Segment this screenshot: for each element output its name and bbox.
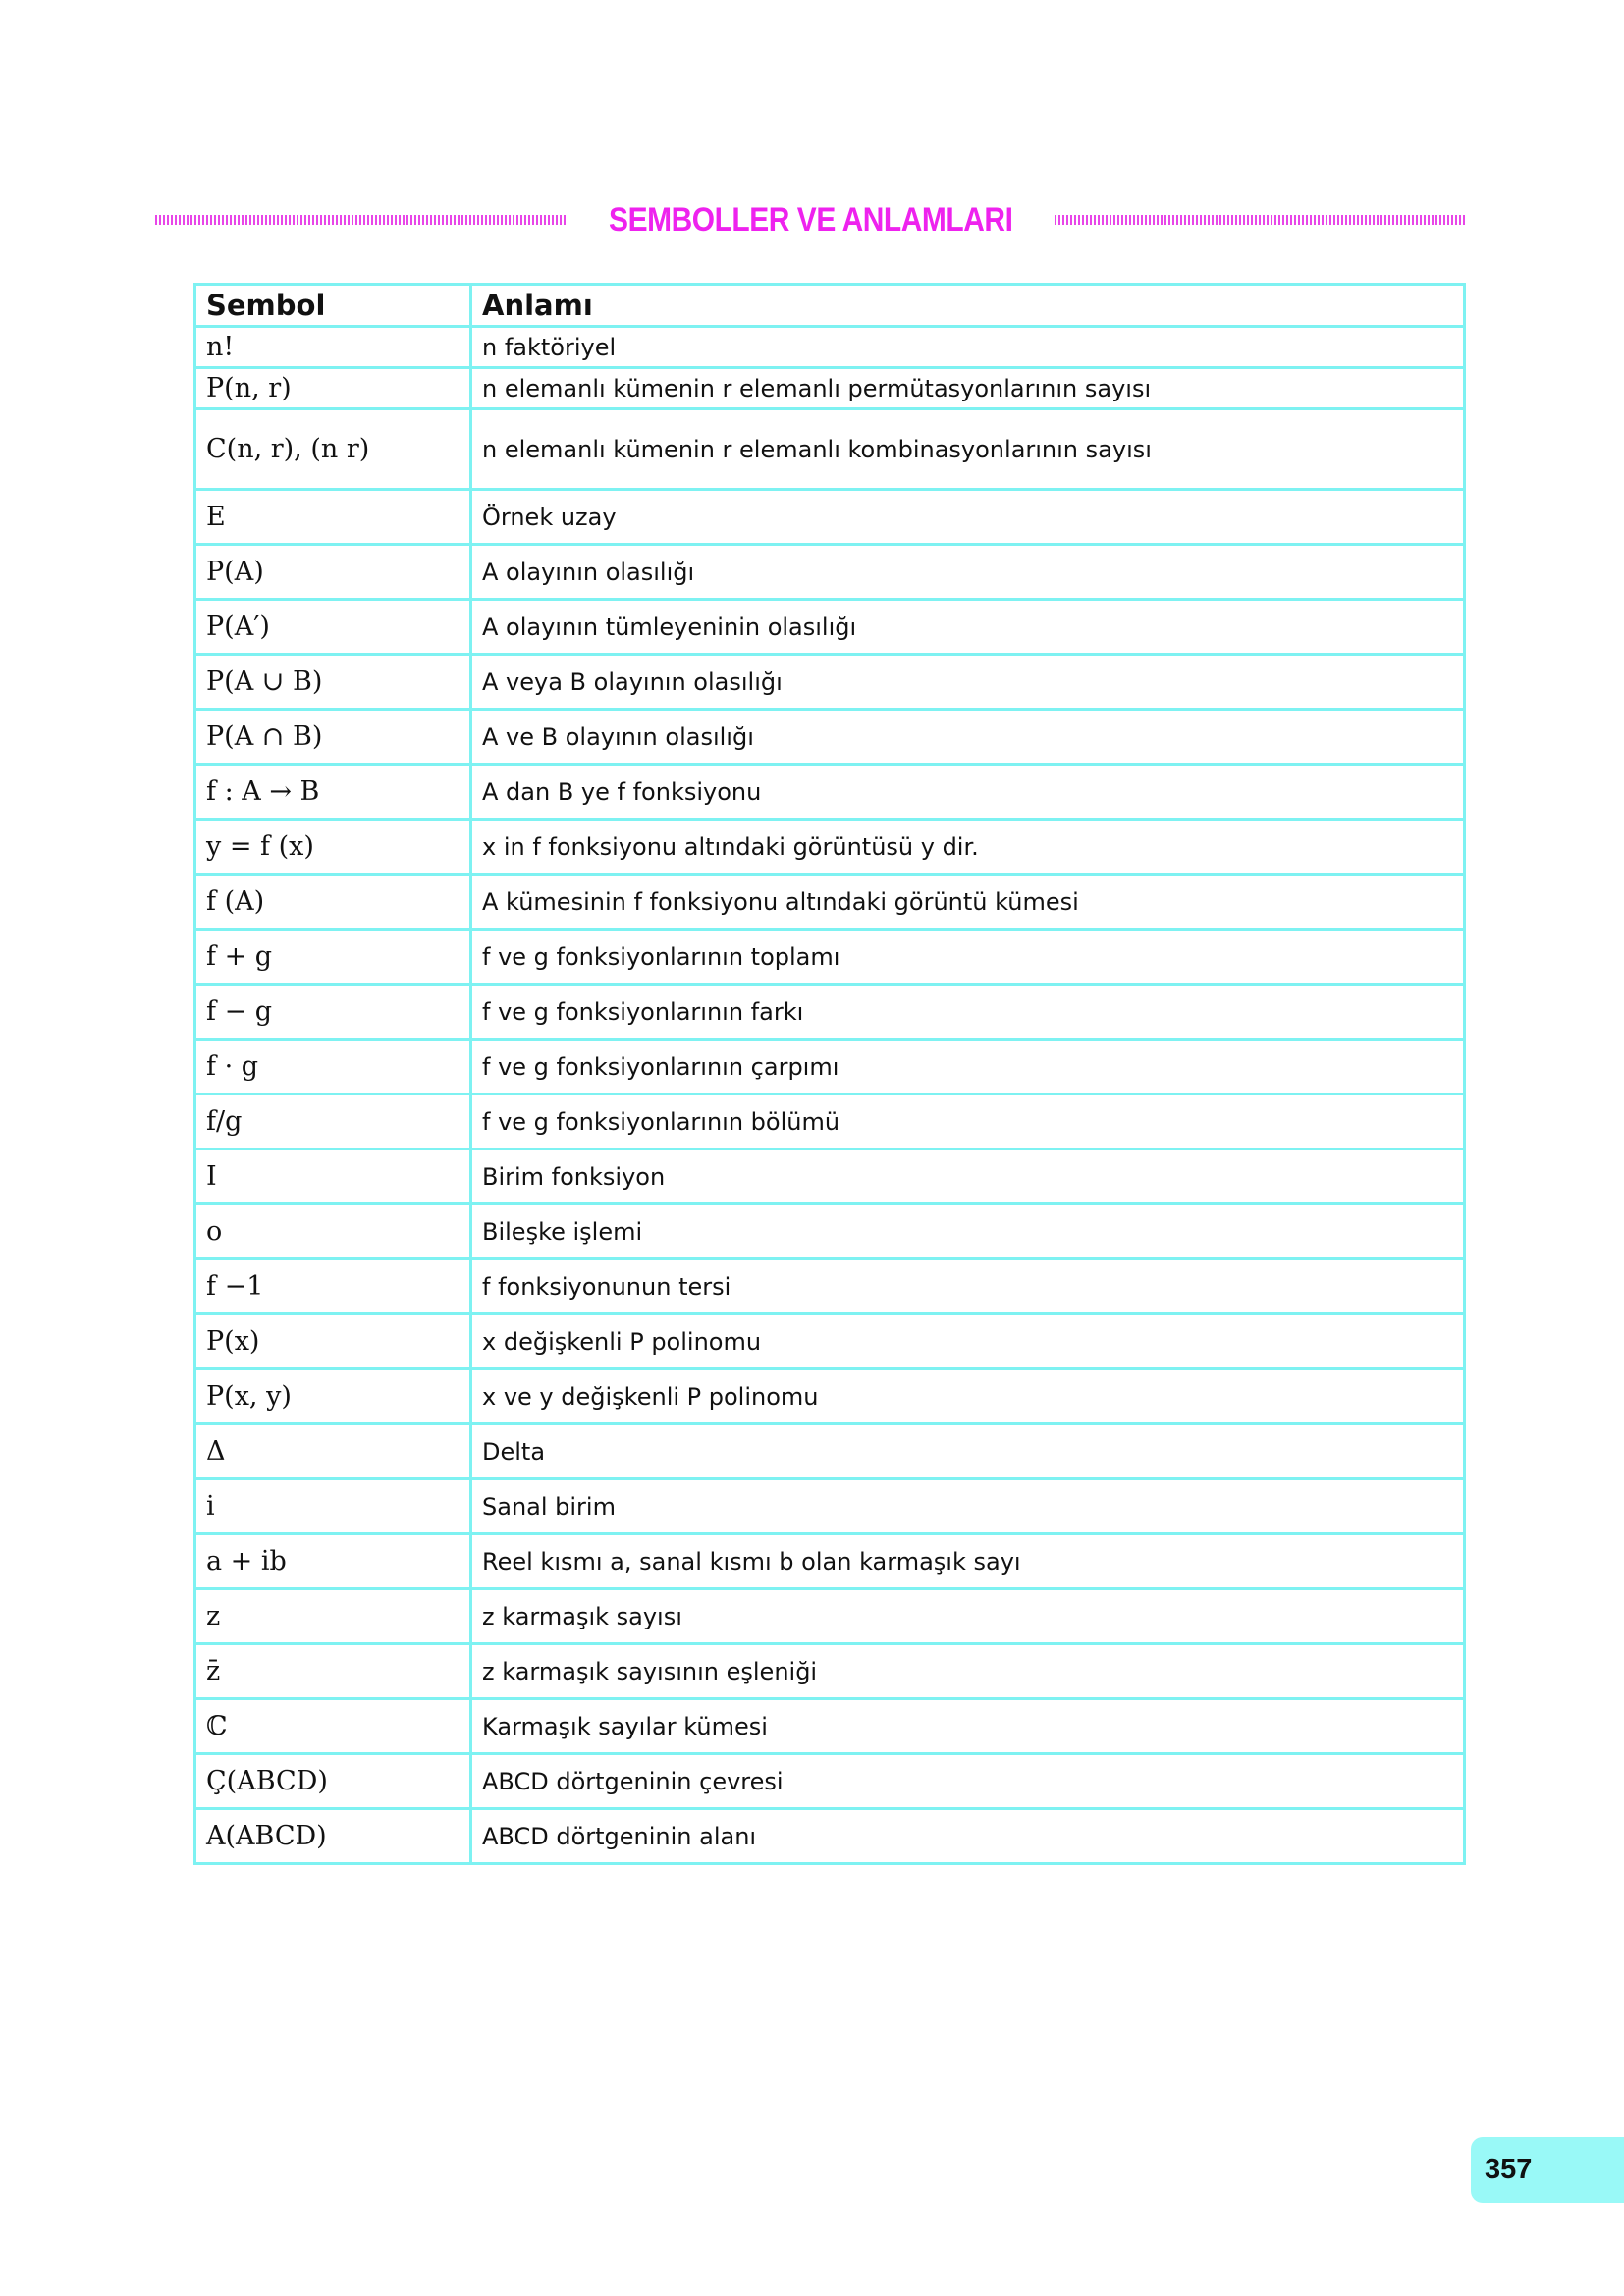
meaning-cell: A olayının tümleyeninin olasılığı [471, 600, 1465, 655]
symbol-cell: P(A) [195, 545, 471, 600]
table-row [195, 545, 1465, 600]
table-row [195, 1204, 1465, 1259]
table-row [195, 1644, 1465, 1699]
meaning-cell: Örnek uzay [471, 490, 1465, 545]
meaning-cell: x değişkenli P polinomu [471, 1314, 1465, 1369]
meaning-cell: Delta [471, 1424, 1465, 1479]
table-row [195, 930, 1465, 985]
header-meaning: Anlamı [471, 285, 1465, 327]
table-row [195, 765, 1465, 820]
page-number-tab [1471, 2137, 1624, 2203]
symbol-cell: P(n, r) [195, 368, 471, 409]
table-row [195, 1149, 1465, 1204]
meaning-cell: A olayının olasılığı [471, 545, 1465, 600]
table-row [195, 1259, 1465, 1314]
table-row [195, 1424, 1465, 1479]
table-row [195, 820, 1465, 875]
symbols-table [193, 283, 1466, 1865]
meaning-cell: n elemanlı kümenin r elemanlı permütasyonlarının sayısı [471, 368, 1465, 409]
table-row [195, 1314, 1465, 1369]
symbol-cell: y = f (x) [195, 820, 471, 875]
page-number: 357 [1485, 2154, 1533, 2185]
meaning-cell: A kümesinin f fonksiyonu altındaki görüntü kümesi [471, 875, 1465, 930]
meaning-cell: f ve g fonksiyonlarının toplamı [471, 930, 1465, 985]
meaning-cell: A dan B ye f fonksiyonu [471, 765, 1465, 820]
meaning-cell: n faktöriyel [471, 327, 1465, 368]
table-body [195, 327, 1465, 1864]
symbol-cell: P(A ∪ B) [195, 655, 471, 710]
symbol-cell: ℂ [195, 1699, 471, 1754]
meaning-cell: f ve g fonksiyonlarının bölümü [471, 1095, 1465, 1149]
table-row [195, 1369, 1465, 1424]
symbol-cell: z̄ [195, 1644, 471, 1699]
symbol-cell: a + ib [195, 1534, 471, 1589]
table-row [195, 490, 1465, 545]
symbol-cell: f/g [195, 1095, 471, 1149]
meaning-cell: z karmaşık sayısının eşleniği [471, 1644, 1465, 1699]
symbol-cell: E [195, 490, 471, 545]
header-symbol: Sembol [195, 285, 471, 327]
symbol-cell: f + g [195, 930, 471, 985]
meaning-cell: f fonksiyonunun tersi [471, 1259, 1465, 1314]
meaning-cell: Sanal birim [471, 1479, 1465, 1534]
symbol-cell: I [195, 1149, 471, 1204]
meaning-cell: Birim fonksiyon [471, 1149, 1465, 1204]
table-row [195, 655, 1465, 710]
meaning-cell: A ve B olayının olasılığı [471, 710, 1465, 765]
page-title: SEMBOLLER VE ANLAMLARI [609, 200, 1013, 239]
symbol-cell: Ç(ABCD) [195, 1754, 471, 1809]
table-row [195, 1809, 1465, 1864]
symbol-cell: f (A) [195, 875, 471, 930]
table-row [195, 1095, 1465, 1149]
symbol-cell: Δ [195, 1424, 471, 1479]
meaning-cell: x in f fonksiyonu altındaki görüntüsü y dir. [471, 820, 1465, 875]
meaning-cell: f ve g fonksiyonlarının çarpımı [471, 1040, 1465, 1095]
table-row [195, 985, 1465, 1040]
symbol-cell: f − g [195, 985, 471, 1040]
table-header-row [195, 285, 1465, 327]
symbol-cell: i [195, 1479, 471, 1534]
title-left-dotted-line [155, 215, 568, 225]
symbol-cell: f −1 [195, 1259, 471, 1314]
table-row [195, 368, 1465, 409]
symbol-cell: P(A ∩ B) [195, 710, 471, 765]
symbol-cell: C(n, r), (n r) [195, 409, 471, 490]
table-row [195, 409, 1465, 490]
meaning-cell: Reel kısmı a, sanal kısmı b olan karmaşık sayı [471, 1534, 1465, 1589]
title-bar [155, 196, 1467, 243]
meaning-cell: Karmaşık sayılar kümesi [471, 1699, 1465, 1754]
meaning-cell: z karmaşık sayısı [471, 1589, 1465, 1644]
symbol-cell: P(A′) [195, 600, 471, 655]
table-row [195, 327, 1465, 368]
symbol-cell: A(ABCD) [195, 1809, 471, 1864]
meaning-cell: A veya B olayının olasılığı [471, 655, 1465, 710]
meaning-cell: ABCD dörtgeninin alanı [471, 1809, 1465, 1864]
table-row [195, 1479, 1465, 1534]
symbol-cell: o [195, 1204, 471, 1259]
table-row [195, 875, 1465, 930]
symbol-cell: f · g [195, 1040, 471, 1095]
meaning-cell: n elemanlı kümenin r elemanlı kombinasyonlarının sayısı [471, 409, 1465, 490]
symbol-cell: z [195, 1589, 471, 1644]
meaning-cell: x ve y değişkenli P polinomu [471, 1369, 1465, 1424]
table-row [195, 1589, 1465, 1644]
meaning-cell: Bileşke işlemi [471, 1204, 1465, 1259]
table-row [195, 600, 1465, 655]
table-row [195, 710, 1465, 765]
meaning-cell: ABCD dörtgeninin çevresi [471, 1754, 1465, 1809]
meaning-cell: f ve g fonksiyonlarının farkı [471, 985, 1465, 1040]
table-row [195, 1534, 1465, 1589]
table-row [195, 1754, 1465, 1809]
symbol-cell: f : A → B [195, 765, 471, 820]
symbol-cell: P(x, y) [195, 1369, 471, 1424]
title-right-dotted-line [1055, 215, 1467, 225]
symbol-cell: P(x) [195, 1314, 471, 1369]
table-row [195, 1699, 1465, 1754]
symbol-cell: n! [195, 327, 471, 368]
table-row [195, 1040, 1465, 1095]
